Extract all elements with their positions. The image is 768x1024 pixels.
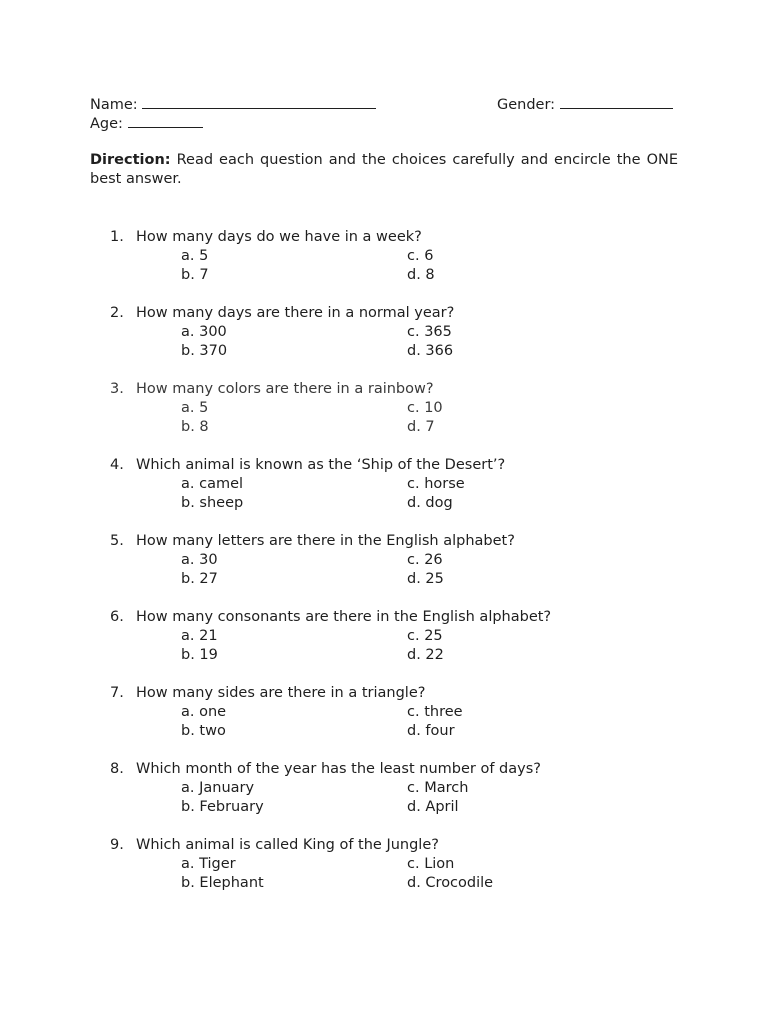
question-item	[0, 456, 768, 516]
question-number: 2.	[110, 305, 124, 321]
question-text: How many colors are there in a rainbow?	[136, 381, 434, 397]
choice-b[interactable]: b. sheep	[181, 495, 244, 511]
choice-a[interactable]: a. Tiger	[181, 856, 236, 872]
name-field	[90, 94, 376, 115]
age-field	[90, 113, 203, 134]
choice-b[interactable]: b. 7	[181, 267, 209, 283]
question-number: 4.	[110, 457, 124, 473]
choice-a[interactable]: a. 5	[181, 400, 209, 416]
question-text: Which animal is called King of the Jungle?	[136, 837, 439, 853]
choice-b[interactable]: b. February	[181, 799, 264, 815]
choice-a[interactable]: a. 300	[181, 324, 227, 340]
age-blank-line[interactable]	[128, 113, 203, 128]
question-item	[0, 836, 768, 896]
choice-c[interactable]: c. horse	[407, 476, 465, 492]
question-number: 7.	[110, 685, 124, 701]
choice-a[interactable]: a. camel	[181, 476, 244, 492]
gender-field	[497, 94, 673, 115]
choice-a[interactable]: a. 21	[181, 628, 218, 644]
question-item	[0, 532, 768, 592]
question-text: How many letters are there in the English alphabet?	[136, 533, 515, 549]
question-item	[0, 760, 768, 820]
choice-c[interactable]: c. Lion	[407, 856, 455, 872]
choice-d[interactable]: d. 22	[407, 647, 444, 663]
choice-d[interactable]: d. 366	[407, 343, 454, 359]
direction-label: Direction:	[90, 152, 171, 168]
choice-d[interactable]: d. Crocodile	[407, 875, 494, 891]
direction-paragraph	[90, 151, 678, 189]
question-number: 3.	[110, 381, 124, 397]
choice-c[interactable]: c. March	[407, 780, 469, 796]
direction-text: Read each question and the choices carefully and encircle the ONE best answer.	[90, 152, 678, 187]
question-number: 6.	[110, 609, 124, 625]
choice-d[interactable]: d. four	[407, 723, 455, 739]
choice-a[interactable]: a. one	[181, 704, 227, 720]
choice-c[interactable]: c. 6	[407, 248, 434, 264]
choice-b[interactable]: b. 8	[181, 419, 209, 435]
age-label: Age:	[90, 116, 123, 132]
choice-c[interactable]: c. 26	[407, 552, 443, 568]
question-text: Which month of the year has the least number of days?	[136, 761, 541, 777]
question-text: How many days do we have in a week?	[136, 229, 422, 245]
name-label: Name:	[90, 97, 138, 113]
question-text: How many consonants are there in the English alphabet?	[136, 609, 552, 625]
question-text: How many days are there in a normal year?	[136, 305, 455, 321]
question-number: 9.	[110, 837, 124, 853]
choice-b[interactable]: b. 19	[181, 647, 218, 663]
choice-c[interactable]: c. 365	[407, 324, 452, 340]
choice-c[interactable]: c. 10	[407, 400, 443, 416]
question-text: Which animal is known as the ‘Ship of the Desert’?	[136, 457, 506, 473]
question-number: 5.	[110, 533, 124, 549]
choice-b[interactable]: b. Elephant	[181, 875, 264, 891]
choice-b[interactable]: b. two	[181, 723, 226, 739]
question-item	[0, 228, 768, 288]
question-number: 8.	[110, 761, 124, 777]
choice-d[interactable]: d. 8	[407, 267, 435, 283]
name-blank-line[interactable]	[142, 94, 376, 109]
gender-blank-line[interactable]	[560, 94, 673, 109]
choice-a[interactable]: a. January	[181, 780, 255, 796]
choice-d[interactable]: d. April	[407, 799, 459, 815]
choice-b[interactable]: b. 370	[181, 343, 228, 359]
question-item	[0, 608, 768, 668]
choice-a[interactable]: a. 30	[181, 552, 218, 568]
choice-a[interactable]: a. 5	[181, 248, 209, 264]
question-text: How many sides are there in a triangle?	[136, 685, 426, 701]
gender-label: Gender:	[497, 97, 556, 113]
question-item	[0, 304, 768, 364]
choice-b[interactable]: b. 27	[181, 571, 218, 587]
question-item	[0, 380, 768, 440]
question-number: 1.	[110, 229, 124, 245]
choice-c[interactable]: c. three	[407, 704, 463, 720]
question-item	[0, 684, 768, 744]
choice-d[interactable]: d. 7	[407, 419, 435, 435]
choice-c[interactable]: c. 25	[407, 628, 443, 644]
choice-d[interactable]: d. 25	[407, 571, 444, 587]
choice-d[interactable]: d. dog	[407, 495, 453, 511]
